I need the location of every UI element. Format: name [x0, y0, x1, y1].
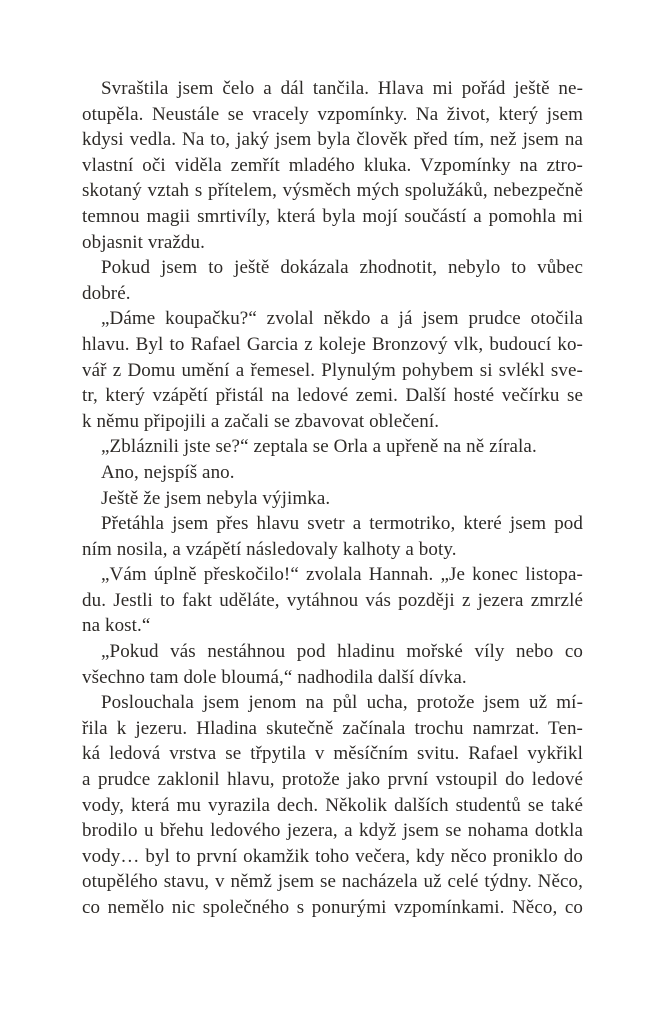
text-line: co nemělo nic společného s ponurými vzpomínkami. Něco, co [82, 897, 583, 918]
text-line: Přetáhla jsem přes hlavu svetr a termotriko, které jsem pod [101, 513, 583, 535]
paragraph [82, 434, 583, 460]
text-line: brodilo u břehu ledového jezera, a když jsem se nohama dotkla [82, 820, 583, 842]
text-line: vody, která mu vyrazila dech. Několik dalších studentů se také [82, 794, 583, 816]
paragraph [82, 76, 583, 255]
text-line: otupěla. Neustále se vracely vzpomínky. Na život, který jsem [82, 103, 583, 125]
text-line: ním nosila, a vzápětí následovaly kalhoty a boty. [82, 538, 457, 560]
paragraph [82, 460, 583, 486]
text-line: na kost.“ [82, 615, 151, 637]
text-line: Pokud jsem to ještě dokázala zhodnotit, nebylo to vůbec [101, 257, 583, 279]
text-line: tr, který vzápětí přistál na ledové zemi. Další hosté večírku se [82, 385, 583, 407]
text-line: skotaný vztah s přítelem, výsměch mých spolužáků, nebezpečně [82, 180, 583, 202]
text-line: „Pokud vás nestáhnou pod hladinu mořské víly nebo co [101, 641, 583, 663]
paragraph [82, 255, 583, 306]
text-line: temnou magii smrtivíly, která byla mojí součástí a pomohla mi [82, 205, 583, 227]
text-line: vář z Domu umění a řemesel. Plynulým pohybem si svlékl sve- [82, 359, 583, 381]
text-line: Ještě že jsem nebyla výjimka. [101, 487, 331, 509]
paragraph [82, 486, 583, 512]
text-line: vody… byl to první okamžik toho večera, kdy něco proniklo do [82, 845, 583, 867]
text-line: objasnit vraždu. [82, 231, 205, 253]
text-line: hlavu. Byl to Rafael Garcia z koleje Bronzový vlk, budoucí ko- [82, 333, 583, 355]
text-line: „Vám úplně přeskočilo!“ zvolala Hannah. „Je konec listopa- [101, 564, 583, 586]
text-line: dobré. [82, 282, 131, 304]
text-line: a prudce zaklonil hlavu, protože jako první vstoupil do ledové [82, 769, 583, 791]
text-line: du. Jestli to fakt uděláte, vytáhnou vás později z jezera zmrzlé [82, 589, 583, 611]
text-line: kdysi vedla. Na to, jaký jsem byla člověk před tím, než jsem na [82, 129, 583, 151]
paragraph [82, 562, 583, 639]
paragraph [82, 306, 583, 434]
paragraph [82, 511, 583, 562]
text-line: vlastní oči viděla zemřít mladého kluka. Vzpomínky na ztro- [82, 154, 583, 176]
text-line: řila k jezeru. Hladina skutečně začínala trochu namrzat. Ten- [82, 717, 583, 739]
text-line: Svraštila jsem čelo a dál tančila. Hlava mi pořád ještě ne- [101, 78, 583, 99]
text-line: Poslouchala jsem jenom na půl ucha, protože jsem už mí- [101, 692, 583, 714]
text-line: ká ledová vrstva se třpytila v měsíčním svitu. Rafael vykřikl [82, 743, 583, 765]
text-line: k němu připojili a začali se zbavovat oblečení. [82, 410, 440, 432]
text-line: „Dáme koupačku?“ zvolal někdo a já jsem prudce otočila [101, 308, 583, 330]
paragraph [82, 639, 583, 690]
page-text-block [82, 76, 583, 921]
text-line: otupělého stavu, v němž jsem se nacházela už celé týdny. Něco, [82, 871, 583, 893]
paragraph [82, 690, 583, 920]
text-line: „Zbláznili jste se?“ zeptala se Orla a upřeně na ně zírala. [101, 436, 537, 458]
text-line: Ano, nejspíš ano. [101, 461, 235, 483]
text-line: všechno tam dole bloumá,“ nadhodila další dívka. [82, 666, 467, 688]
